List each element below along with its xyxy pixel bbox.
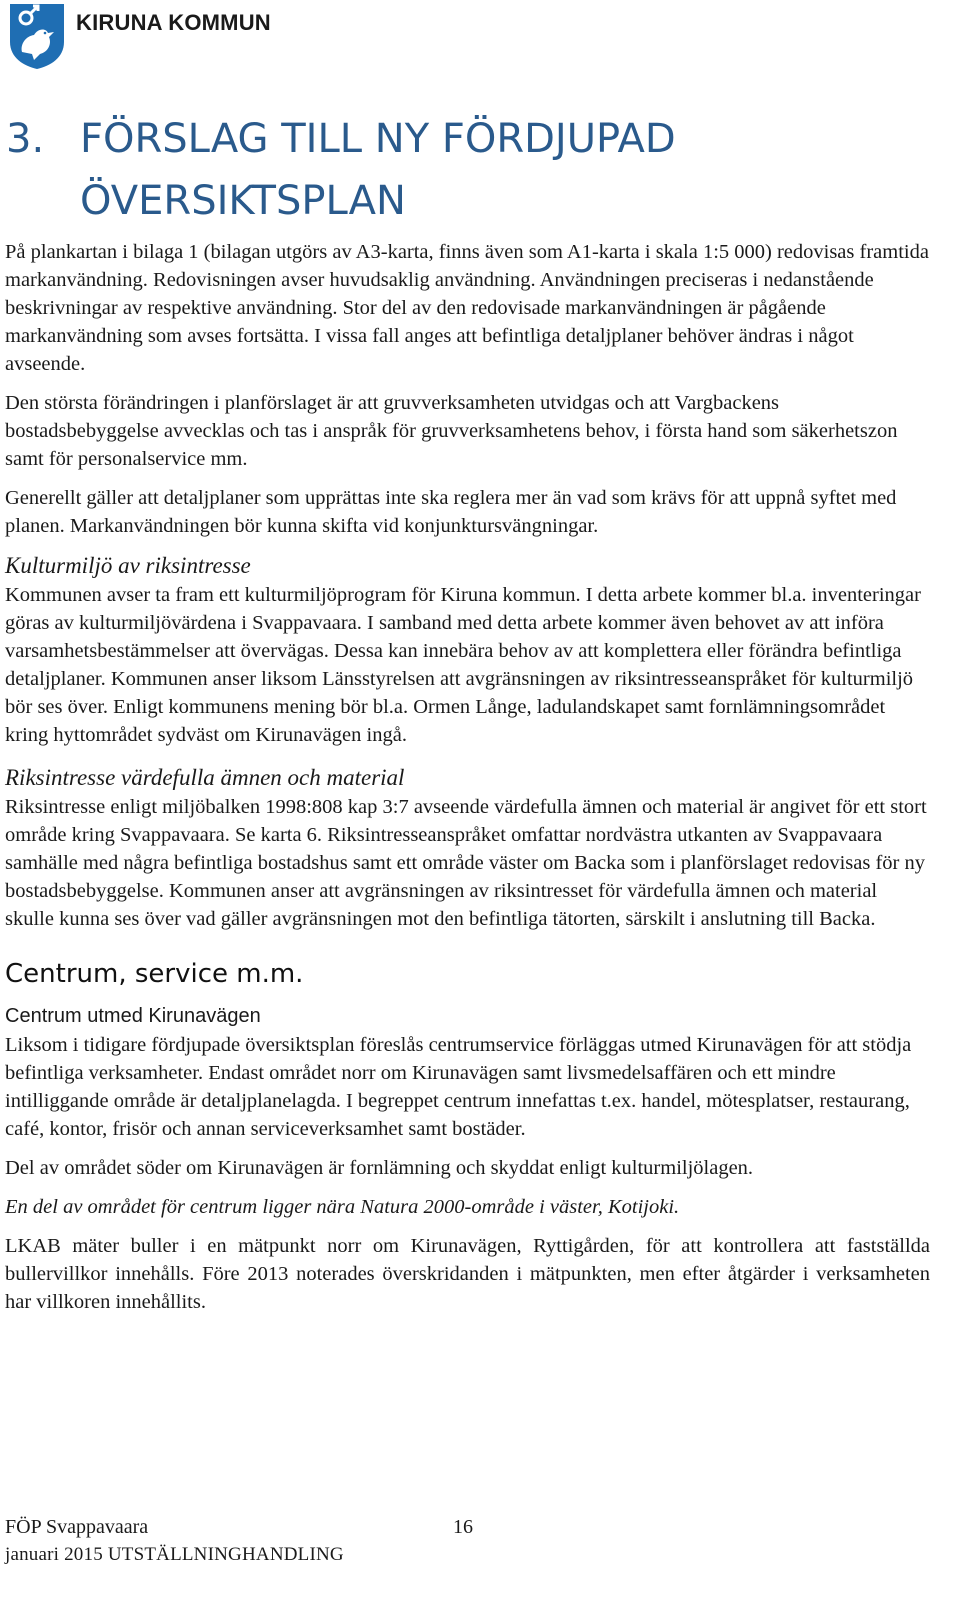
riksintresse-text: Riksintresse enligt miljöbalken 1998:808 kap 3:7 avseende värdefulla ämnen och material är angivet för ett stort område kring Svappavaara. Se karta 6. Riksintresseanspråket omfattar nordvästra utkanten av Svappavaara samhälle med några befintliga bostadshus samt ett område väster om Backa som i planförslaget redovisas för ny bostadsbebyggelse. Kommunen anser att avgränsningen av riksintresset för värdefulla ämnen och material skulle kunna ses över vad gäller avgränsningen mot den befintliga tätorten, särskilt i anslutning till Backa. — [5, 796, 927, 930]
centrum-paragraph-3: En del av området för centrum ligger nära Natura 2000-område i väster, Kotijoki. — [5, 1196, 680, 1218]
intro-paragraph-2: Den största förändringen i planförslaget är att gruvverksamheten utvidgas och att Vargbackens bostadsbebyggelse avvecklas och tas i anspråk för gruvverksamhetens behov, i första hand som säkerhetszon samt för personalservice mm. — [5, 392, 898, 470]
kiruna-coat-of-arms-icon — [8, 2, 66, 70]
footer-date-status: januari 2015 UTSTÄLLNINGHANDLING — [5, 1544, 344, 1565]
centrum-paragraph-2: Del av området söder om Kirunavägen är fornlämning och skyddat enligt kulturmiljölagen. — [5, 1157, 754, 1179]
riksintresse-section — [5, 763, 930, 933]
centrum-section-title: Centrum, service m.m. — [5, 959, 304, 989]
kulturmiljo-heading: Kulturmiljö av riksintresse — [5, 553, 251, 578]
centrum-paragraph-4: LKAB mäter buller i en mätpunkt norr om Kirunavägen, Ryttigården, för att kontrollera att fastställda bullervillkor innehålls. Före 2013 noterades överskridanden i mätpunkten, men efter åtgärder i verksamheten har villkoren innehållits. — [5, 1235, 930, 1313]
chapter-number: 3. — [6, 116, 45, 162]
footer-page-number: 16 — [453, 1516, 473, 1538]
document-body — [5, 238, 930, 1327]
chapter-title: FÖRSLAG TILL NY FÖRDJUPAD ÖVERSIKTSPLAN — [80, 116, 676, 224]
centrum-paragraph-1: Liksom i tidigare fördjupade översiktsplan föreslås centrumservice förläggas utmed Kirunavägen för att stödja befintliga verksamheter. Endast området norr om Kirunavägen samt livsmedelsaffären och ett mindre intilliggande område är detaljplanelagda. I begreppet centrum innefattas t.ex. handel, mötesplatser, restaurang, café, kontor, frisör och annan serviceverksamhet samt bostäder. — [5, 1034, 912, 1140]
kulturmiljo-section — [5, 551, 930, 749]
intro-paragraph-3: Generellt gäller att detaljplaner som upprättas inte ska reglera mer än vad som krävs för att uppnå syftet med planen. Markanvändningen bör kunna skifta vid konjunktursvängningar. — [5, 487, 897, 537]
riksintresse-heading: Riksintresse värdefulla ämnen och material — [5, 765, 405, 790]
footer-document-name: FÖP Svappavaara — [5, 1516, 149, 1538]
centrum-subheading: Centrum utmed Kirunavägen — [5, 1005, 261, 1027]
kulturmiljo-text: Kommunen avser ta fram ett kulturmiljöprogram för Kiruna kommun. I detta arbete kommer bl.a. inventeringar göras av kulturmiljövärdena i Svappavaara. I samband med detta arbete kommer även behovet av att införa varsamhetsbestämmelser att övervägas. Dessa kan innebära behov av att komplettera eller förändra befintliga detaljplaner. Kommunen anser liksom Länsstyrelsen att avgränsningen av riksintresseanspråket för kulturmiljö bör ses över. Enligt kommunens mening bör bl.a. Ormen Långe, ladulandskapet samt fornlämningsområdet kring hyttområdet sydväst om Kirunavägen ingå. — [5, 584, 921, 746]
organization-name: KIRUNA KOMMUN — [76, 10, 271, 35]
intro-paragraph-1: På plankartan i bilaga 1 (bilagan utgörs av A3-karta, finns även som A1-karta i skala 1:5 000) redovisas framtida markanvändning. Redovisningen avser huvudsaklig användning. Användningen preciseras i nedanstående beskrivningar av respektive användning. Stor del av den redovisade markanvändningen är pågående markanvändning som avses fortsätta. I vissa fall anges att befintliga detaljplaner behöver ändras i något avseende. — [5, 241, 929, 375]
page-header — [8, 2, 271, 72]
